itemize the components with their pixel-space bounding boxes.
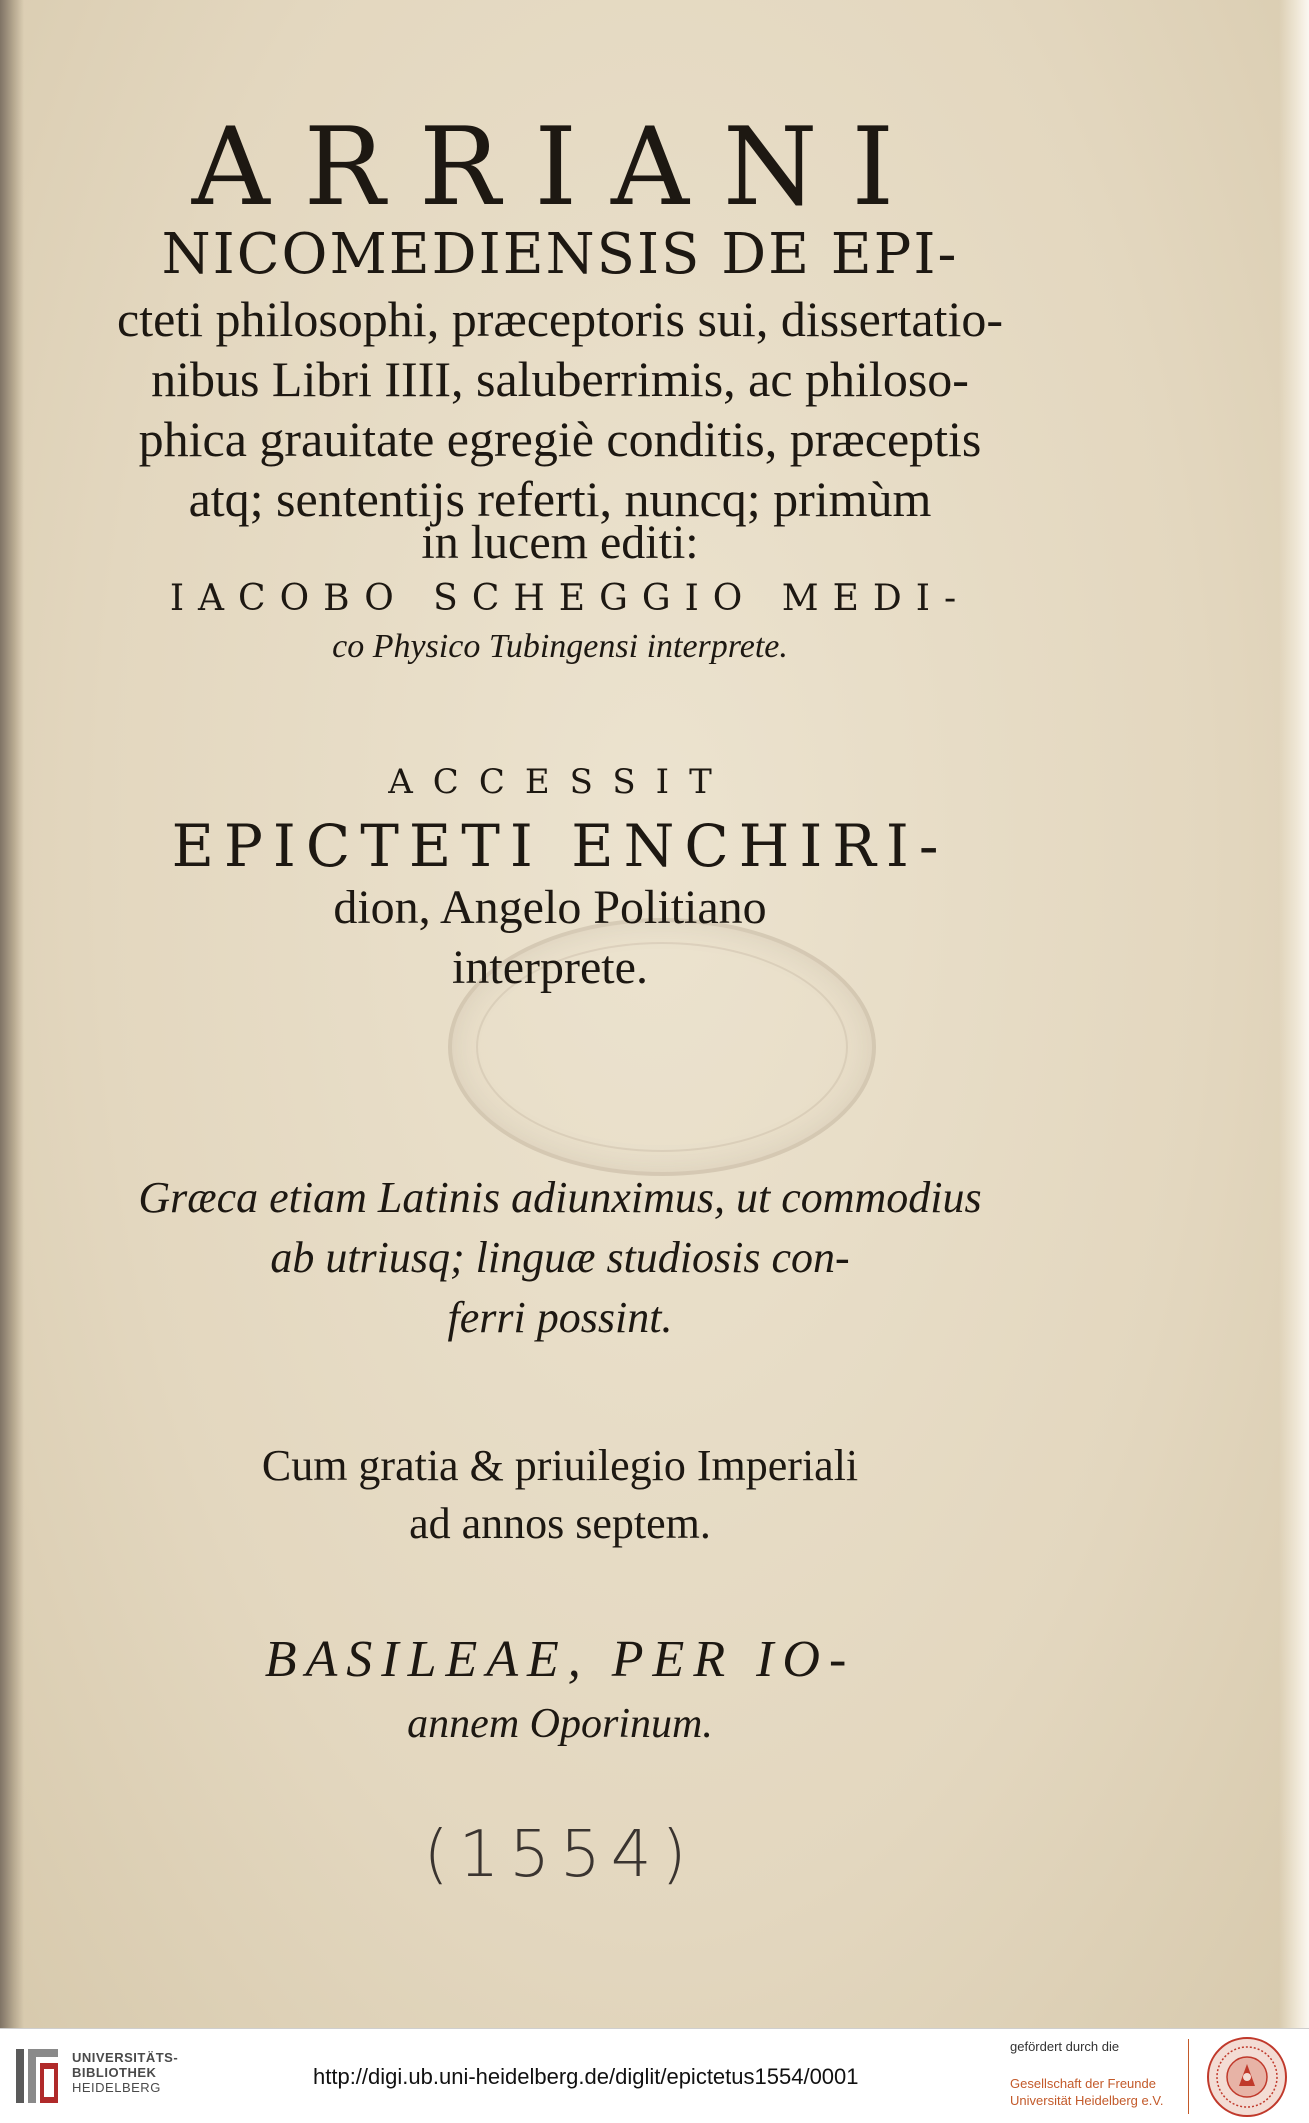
library-name-line: BIBLIOTHEK	[72, 2065, 157, 2080]
sponsor-name-line: Universität Heidelberg e.V.	[1010, 2093, 1164, 2108]
greek-note-line: Græca etiam Latinis adiunximus, ut commodius	[138, 1173, 982, 1222]
handwritten-year: (1554)	[423, 1818, 697, 1892]
library-name	[72, 2050, 178, 2095]
imprint-line: annem Oporinum.	[407, 1701, 713, 1747]
enchiridion-line: dion, Angelo Politiano	[333, 881, 767, 934]
privilege-line: ad annos septem.	[409, 1499, 711, 1548]
greek-note-line: ab utriusq; linguæ studiosis con-	[270, 1233, 850, 1282]
enchiridion-line: EPICTETI ENCHIRI-	[171, 812, 949, 880]
greek-note-line: ferri possint.	[447, 1293, 673, 1342]
enchiridion-line: interprete.	[452, 941, 648, 994]
university-seal-icon	[1206, 2036, 1288, 2118]
translator-line: co Physico Tubingensi interprete.	[332, 628, 788, 665]
library-name-line: UNIVERSITÄTS-	[72, 2050, 179, 2065]
permalink-url[interactable]: http://digi.ub.uni-heidelberg.de/diglit/epictetus1554/0001	[313, 2064, 859, 2089]
subtitle-line: in lucem editi:	[421, 516, 699, 569]
subtitle-line: phica grauitate egregiè conditis, præceptis	[138, 411, 982, 467]
book-spine-shadow	[0, 0, 24, 2028]
translator-line: IACOBO SCHEGGIO MEDI-	[169, 578, 971, 619]
page-edge	[1279, 0, 1309, 2028]
imprint-line: BASILEAE, PER IO-	[264, 1631, 856, 1688]
accessit-heading: ACCESSIT	[388, 762, 732, 802]
sponsor-intro: gefördert durch die	[1010, 2039, 1120, 2054]
subtitle-line: NICOMEDIENSIS DE EPI-	[161, 222, 959, 287]
sponsor-name	[1010, 2075, 1163, 2109]
footer-bar	[0, 2028, 1309, 2123]
privilege-line: Cum gratia & priuilegio Imperiali	[261, 1441, 859, 1490]
ub-logo-icon	[14, 2047, 60, 2105]
footer-divider	[1188, 2039, 1189, 2114]
library-name-line: HEIDELBERG	[72, 2080, 161, 2095]
subtitle-line: cteti philosophi, præceptoris sui, dissertatio-	[117, 291, 1003, 347]
subtitle-line: atq; sententijs referti, nuncq; primùm	[188, 471, 932, 527]
book-title: ARRIANI	[191, 105, 929, 230]
sponsor-name-line: Gesellschaft der Freunde	[1010, 2076, 1156, 2091]
subtitle-line: nibus Libri IIII, saluberrimis, ac philoso-	[151, 351, 969, 407]
